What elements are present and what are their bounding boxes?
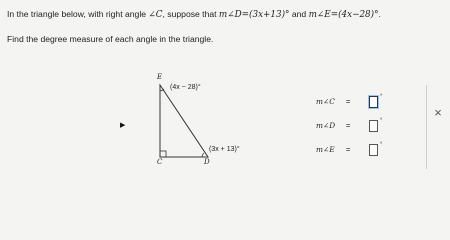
right-angle-label: ∠C xyxy=(148,10,163,20)
answer-label-e: m∠E xyxy=(316,145,335,154)
answer-row-e xyxy=(296,144,406,158)
triangle-shape xyxy=(160,85,208,157)
answer-label-c: m∠C xyxy=(316,97,335,106)
problem-statement xyxy=(7,9,447,21)
problem-text-4: . xyxy=(378,9,381,19)
angle-c-input[interactable] xyxy=(369,96,378,108)
answer-row-d xyxy=(296,120,406,134)
problem-text-3: and xyxy=(289,9,309,19)
angle-e-input[interactable] xyxy=(369,144,378,156)
degree-symbol: ° xyxy=(380,118,383,124)
degree-symbol: ° xyxy=(380,142,383,148)
problem-text-1: In the triangle below, with right angle xyxy=(7,9,149,19)
right-angle-marker xyxy=(160,151,166,157)
angle-e-label: (4x − 28)° xyxy=(170,84,201,91)
answer-label-d: m∠D xyxy=(316,121,336,130)
mouse-cursor-icon: ▶ xyxy=(120,122,126,129)
equals-sign: = xyxy=(346,97,351,106)
angle-d-input[interactable] xyxy=(369,120,378,132)
vertex-d-label: D xyxy=(204,158,210,166)
equals-sign: = xyxy=(346,145,351,154)
answer-panel xyxy=(296,88,406,168)
answer-row-c xyxy=(296,96,406,110)
problem-text-2: , suppose that xyxy=(162,9,219,19)
instruction-text: Find the degree measure of each angle in the triangle. xyxy=(7,34,214,44)
clear-icon[interactable]: × xyxy=(434,105,442,120)
angle-d-expression: m∠D=(3x+13)° xyxy=(218,10,290,20)
vertex-e-label: E xyxy=(157,73,163,81)
vertex-c-label: C xyxy=(157,158,163,166)
angle-d-arc xyxy=(202,153,204,157)
degree-symbol: ° xyxy=(380,94,383,100)
equals-sign: = xyxy=(346,121,351,130)
triangle-figure xyxy=(120,70,260,169)
angle-e-expression: m∠E=(4x−28)° xyxy=(308,10,379,20)
panel-divider xyxy=(426,85,427,169)
angle-d-label: (3x + 13)° xyxy=(209,146,240,153)
